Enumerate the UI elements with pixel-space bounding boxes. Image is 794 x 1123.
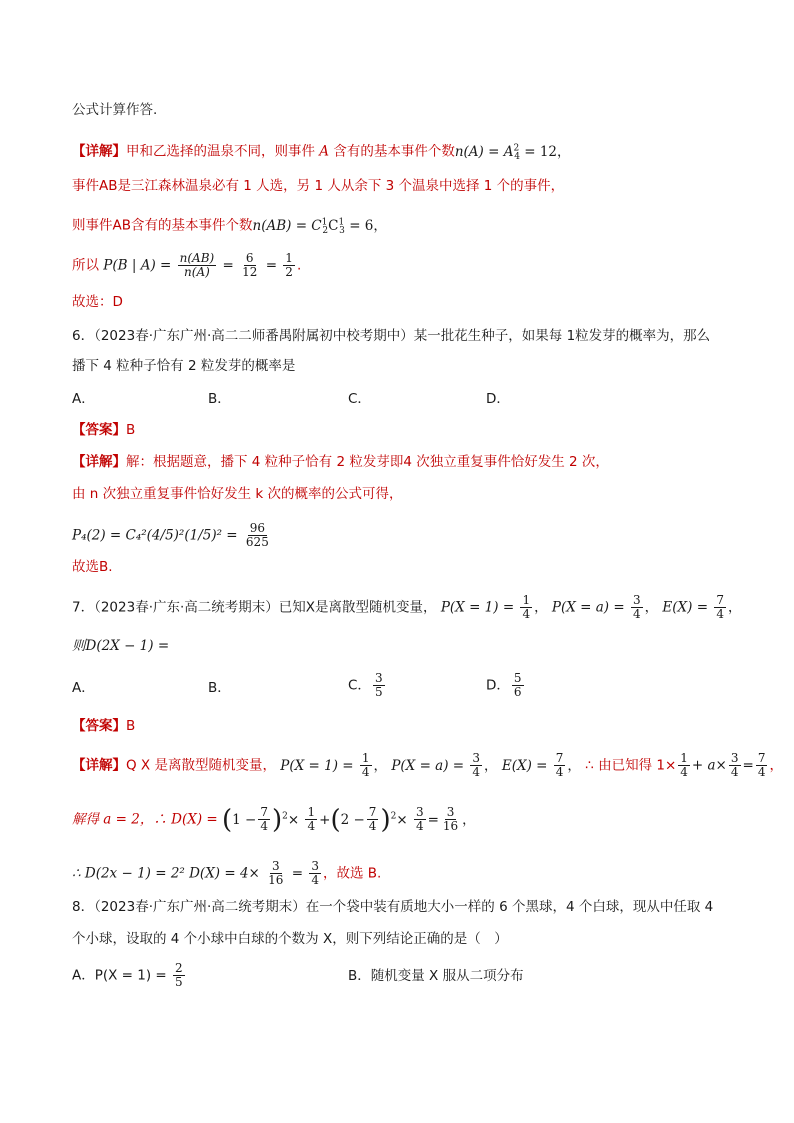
text: 含有的基本事件个数 (333, 143, 455, 160)
formula-line (72, 522, 273, 549)
formula: P(X = a) = (391, 757, 465, 774)
denominator: 4 (368, 819, 377, 833)
formula-text: n(A) = A (454, 143, 514, 160)
formula (454, 143, 571, 163)
label: B． (208, 391, 231, 407)
text: 所以 (72, 257, 99, 274)
text: 播下 4 粒种子恰有 2 粒发芽的概率是 (72, 358, 296, 374)
formula: 解得 a = 2，∴ D(X) = (72, 811, 218, 828)
numerator: 1 (307, 805, 316, 819)
text: 7．（2023春·广东·高二统考期末）已知X是离散型随机变量， (72, 599, 437, 616)
text-line (72, 557, 113, 577)
numerator: 3 (271, 859, 280, 873)
denominator: 6 (513, 685, 522, 699)
text-line (72, 484, 403, 504)
numerator: 1 (285, 251, 293, 265)
formula-text: n(AB) = C (252, 217, 322, 234)
sup: 2 (390, 811, 397, 821)
numerator: 3 (472, 751, 481, 765)
question-8-stem (72, 929, 508, 949)
denominator: 4 (311, 873, 319, 887)
denominator: 4 (716, 607, 724, 621)
fraction (470, 752, 482, 779)
fraction (554, 752, 566, 779)
formula-group: (1 − $\frac{7}{4}$ )$^2$× $\frac{1}{4}$ +(2 − $\frac{7}{4}$ )$^2$× $\frac{3}{4}$ = $\frac{3}{16}$ ， (221, 804, 476, 835)
denominator: 5 (374, 685, 383, 699)
sub: 2 (322, 226, 329, 237)
text: 则事件AB含有的基本事件个数 (72, 217, 253, 234)
numerator: 1 (680, 751, 688, 765)
denominator: 625 (245, 535, 269, 549)
detail-tag: 【详解】 (72, 143, 126, 160)
numerator: n(AB) (179, 251, 215, 265)
numerator: 7 (757, 751, 766, 765)
question-6-stem (72, 356, 295, 376)
answer: B (126, 422, 136, 438)
fraction (678, 752, 690, 779)
fraction (520, 594, 532, 621)
event-a: A (315, 143, 334, 160)
text: 故选：D (72, 294, 123, 310)
fraction (373, 672, 385, 699)
formula: E(X) = (662, 599, 709, 616)
numerator: 3 (730, 751, 739, 765)
sub: 4 (514, 152, 520, 163)
text: 6．（2023春·广东广州·高二二师番禺附属初中校考期中）某一批花生种子，如果每 1粒发芽的概率为，那么 (72, 328, 711, 344)
fraction (729, 752, 741, 779)
text: 故选B. (72, 559, 113, 575)
answer-tag: 【答案】 (72, 718, 126, 734)
formula: P₄(2) = C₄²(4/5)²(1/5)² = (72, 527, 238, 544)
label: D． (486, 391, 510, 407)
paren: ) (271, 804, 283, 835)
numerator: 2 (175, 961, 183, 975)
denominator: 4 (260, 819, 268, 833)
label: A．P(X = 1) = (72, 967, 167, 984)
denominator: 4 (730, 765, 739, 779)
text-line (72, 292, 123, 312)
numerator: 3 (415, 805, 424, 819)
fraction (258, 806, 270, 833)
sub: 3 (339, 226, 345, 237)
label: D． (486, 677, 510, 694)
formula: P(X = 1) = (280, 757, 354, 774)
text-line: 所以 P(B | A) = $\frac{n(AB)}{n(A)}$ = $\frac{6}{12}$ = $\frac{1}{2}$ . (72, 251, 302, 279)
formula: P(X = 1) = (440, 599, 515, 616)
detail-line (72, 452, 609, 472)
denominator: 4 (307, 819, 316, 833)
text: 事件AB是三江森林温泉必有 1 人选，另 1 人从余下 3 个温泉中选择 1 个的事件， (72, 178, 565, 194)
detail-line: 【详解】Q X 是离散型随机变量， P(X = 1) = $\frac{1}{4}$ ， P(X = a) = $\frac{3}{4}$ ， E(X) = $\frac{7}{4}$ ， ∴ 由已知得 1× $\frac{1}{4}$ + a× $\frac{3}{4}$ = $\frac{7}{4}$ ， (72, 751, 783, 779)
paren: ( (221, 804, 233, 835)
numerator: 1 (361, 751, 370, 765)
sup: 1 (338, 217, 345, 227)
answer: B (126, 718, 136, 734)
answer-line (72, 420, 135, 440)
formula: × (287, 811, 304, 828)
fraction (178, 252, 217, 279)
sup: 1 (321, 217, 328, 227)
numerator: 1 (522, 593, 531, 607)
option-b (208, 389, 231, 409)
label: C． (348, 391, 371, 407)
fraction (309, 860, 321, 887)
detail-tag: 【详解】 (72, 454, 126, 470)
denominator: 4 (757, 765, 766, 779)
equals: = (265, 257, 277, 274)
formula-line (72, 806, 476, 833)
formula-result: = 12， (519, 143, 571, 160)
fraction (512, 672, 524, 699)
text: 解：根据题意，播下 4 粒种子恰有 2 粒发芽即4 次独立重复事件恰好发生 2 次， (126, 454, 609, 470)
option-c (348, 672, 387, 699)
formula: E(X) = (501, 757, 548, 774)
question-8-stem (72, 897, 713, 917)
option-a (72, 389, 95, 409)
text-line (72, 176, 564, 196)
equals: = (222, 257, 234, 274)
numerator: 3 (374, 671, 383, 685)
denominator: 2 (285, 265, 293, 279)
fraction (441, 806, 460, 833)
label: C． (348, 677, 371, 694)
denominator: 12 (242, 265, 258, 279)
numerator: 6 (245, 251, 254, 265)
numerator: 7 (555, 751, 564, 765)
sup: 2 (513, 143, 520, 153)
formula (252, 217, 387, 237)
denominator: 4 (472, 765, 481, 779)
denominator: 16 (268, 873, 284, 887)
fraction (173, 962, 185, 989)
option-d (486, 389, 510, 409)
text-line (72, 100, 157, 120)
answer-tag: 【答案】 (72, 422, 126, 438)
formula: = (427, 811, 439, 828)
formula: P(X = a) = (551, 599, 625, 616)
equals: = (742, 757, 754, 774)
option-b (208, 678, 231, 698)
denominator: 4 (632, 607, 641, 621)
answer-line (72, 716, 135, 736)
detail-line (72, 138, 571, 167)
fraction (360, 752, 372, 779)
numerator: 7 (368, 805, 377, 819)
question-7-stem (72, 636, 169, 656)
text: ，故选 B. (323, 865, 382, 882)
formula: × (396, 811, 412, 828)
denominator: 4 (522, 607, 531, 621)
formula: = (291, 865, 304, 882)
fraction (367, 806, 379, 833)
formula: 1 − (232, 811, 257, 828)
text: 由 n 次独立重复事件恰好发生 k 次的概率的公式可得， (72, 486, 403, 502)
numerator: 3 (446, 805, 455, 819)
option-c (348, 389, 371, 409)
label: B． (208, 680, 231, 696)
paren: ( (330, 804, 341, 835)
numerator: 3 (632, 593, 641, 607)
option-b (348, 966, 524, 986)
label: B．随机变量 X 服从二项分布 (348, 968, 524, 984)
fraction (283, 252, 295, 279)
formula: P(B | A) = (103, 257, 172, 274)
fraction (631, 594, 643, 621)
text: Q X 是离散型随机变量， (126, 757, 276, 774)
option-a (72, 962, 187, 989)
c-letter: C (328, 217, 339, 234)
denominator: 4 (415, 819, 424, 833)
formula: + (319, 811, 331, 828)
formula-group: P(X = 1) = $\frac{1}{4}$ ， P(X = a) = $\frac{3}{4}$ ， E(X) = $\frac{7}{4}$ ， (280, 751, 586, 779)
question-7-stem: 7．（2023春·广东·高二统考期末）已知X是离散型随机变量， P(X = 1) = $\frac{1}{4}$ ， P(X = a) = $\frac{3}{4}$ ， E(X) = $\frac{7}{4}$ ， (72, 593, 742, 621)
fraction (756, 752, 768, 779)
fraction (414, 806, 426, 833)
paren: ) (380, 804, 391, 835)
formula-line (72, 860, 381, 887)
numerator: 96 (249, 521, 266, 535)
option-d (486, 672, 526, 699)
denominator: 16 (442, 819, 459, 833)
sup: 2 (282, 811, 288, 821)
text: 公式计算作答. (72, 102, 158, 118)
fraction (305, 806, 317, 833)
denominator: 4 (361, 765, 370, 779)
numerator: 5 (513, 671, 522, 685)
numerator: 7 (260, 805, 268, 819)
numerator: 7 (716, 593, 724, 607)
fraction (240, 252, 259, 279)
formula: + a× (691, 757, 727, 774)
label: A． (72, 391, 95, 407)
text: 甲和乙选择的温泉不同，则事件 (126, 143, 315, 160)
denominator: n(A) (184, 265, 210, 279)
text: 则D(2X − 1) = (72, 638, 170, 654)
denominator: 4 (555, 765, 564, 779)
text-line (72, 212, 387, 241)
denominator: 4 (680, 765, 688, 779)
text: 个小球，设取的 4 个小球中白球的个数为 X，则下列结论正确的是（ ） (72, 931, 508, 947)
fraction (714, 594, 726, 621)
formula: 2 − (340, 811, 365, 828)
label: A． (72, 680, 95, 696)
text: ∴ 由已知得 1× (585, 757, 677, 774)
fraction (266, 860, 285, 887)
fraction (244, 522, 271, 549)
formula: ∴ D(2x − 1) = 2² D(X) = 4× (72, 865, 260, 882)
question-6-stem (72, 326, 710, 346)
text: 8．（2023春·广东广州·高二统考期末）在一个袋中装有质地大小一样的 6 个黑球，4 个白球，现从中任取 4 (72, 899, 714, 915)
denominator: 5 (175, 975, 183, 989)
detail-tag: 【详解】 (72, 757, 126, 774)
numerator: 3 (311, 859, 319, 873)
formula-result: = 6， (344, 217, 387, 234)
option-a (72, 678, 95, 698)
